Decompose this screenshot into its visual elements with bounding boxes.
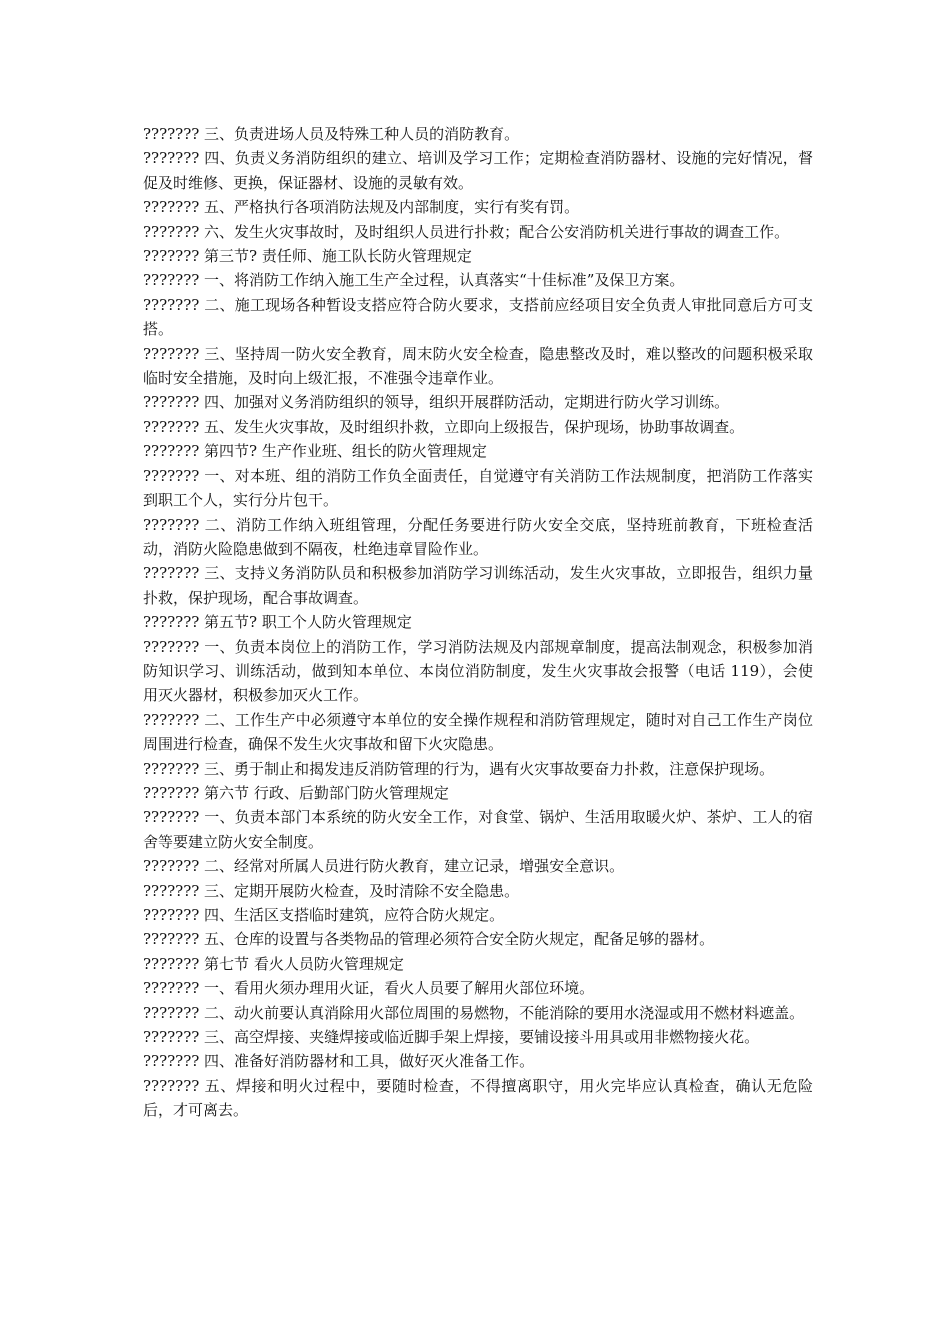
paragraph-30: ??????? 五、焊接和明火过程中，要随时检查，不得擅离职守，用火完毕应认真检查，确认无危险后，才可离去。 [143,1076,813,1120]
paragraph-3: ??????? 五、严格执行各项消防法规及内部制度，实行有奖有罚。 [143,198,580,217]
paragraph-13: ??????? 二、消防工作纳入班组管理，分配任务要进行防火安全交底，坚持班前教育，下班检查活动，消防火险隐患做到不隔夜，杜绝违章冒险作业。 [143,515,813,558]
paragraph-18: ??????? 三、勇于制止和揭发违反消防管理的行为，遇有火灾事故要奋力扑救，注意保护现场。 [143,759,775,778]
paragraph-23: ??????? 四、生活区支搭临时建筑，应符合防火规定。 [143,906,505,924]
paragraph-22: ??????? 三、定期开展防火检查，及时清除不安全隐患。 [143,881,520,900]
section-heading-4: ??????? 第四节? 生产作业班、组长的防火管理规定 [143,442,487,461]
section-heading-5: ??????? 第五节? 职工个人防火管理规定 [143,613,412,632]
paragraph-9: ??????? 四、加强对义务消防组织的领导，组织开展群防活动，定期进行防火学习训练。 [143,393,730,412]
paragraph-14: ??????? 三、支持义务消防队员和积极参加消防学习训练活动，发生火灾事故，立即报告，组织力量扑救，保护现场，配合事故调查。 [143,564,813,607]
paragraph-1: ??????? 三、负责进场人员及特殊工种人员的消防教育。 [143,125,520,143]
paragraph-12: ??????? 一、对本班、组的消防工作负全面责任，自觉遵守有关消防工作法规制度，把消防工作落实到职工个人，实行分片包干。 [143,466,813,510]
section-heading-6: ??????? 第六节 行政、后勤部门防火管理规定 [143,783,449,802]
paragraph-29: ??????? 四、准备好消防器材和工具，做好灭火准备工作。 [143,1052,535,1071]
paragraph-26: ??????? 一、看用火须办理用火证，看火人员要了解用火部位环境。 [143,979,595,998]
section-heading-7: ??????? 第七节 看火人员防火管理规定 [143,954,404,973]
paragraph-20: ??????? 一、负责本部门本系统的防火安全工作，对食堂、锅炉、生活用取暖火炉、茶炉、工人的宿舍等要建立防火安全制度。 [143,808,813,851]
paragraph-24: ??????? 五、仓库的设置与各类物品的管理必须符合安全防火规定，配备足够的器材。 [143,930,715,949]
paragraph-6: ??????? 一、将消防工作纳入施工生产全过程，认真落实“十佳标准”及保卫方案。 [143,271,685,290]
paragraph-7: ??????? 二、施工现场各种暂设支搭应符合防火要求，支搭前应经项目安全负责人审批同意后方可支搭。 [143,295,813,339]
paragraph-10: ??????? 五、发生火灾事故，及时组织扑救，立即向上级报告，保护现场，协助事故调查。 [143,417,745,436]
paragraph-27: ??????? 二、动火前要认真消除用火部位周围的易燃物，不能消除的要用水浇湿或用不燃材料遮盖。 [143,1003,805,1022]
paragraph-8: ??????? 三、坚持周一防火安全教育，周末防火安全检查，隐患整改及时，难以整改的问题积极采取临时安全措施，及时向上级汇报，不准强令违章作业。 [143,344,813,388]
paragraph-17: ??????? 二、工作生产中必须遵守本单位的安全操作规程和消防管理规定，随时对自己工作生产岗位周围进行检查，确保不发生火灾事故和留下火灾隐患。 [143,710,813,754]
paragraph-2: ??????? 四、负责义务消防组织的建立、培训及学习工作；定期检查消防器材、设施的完好情况，督促及时维修、更换，保证器材、设施的灵敏有效。 [143,149,813,192]
paragraph-28: ??????? 三、高空焊接、夹缝焊接或临近脚手架上焊接，要铺设接斗用具或用非燃物接火花。 [143,1028,760,1047]
document-body [143,122,813,1123]
paragraph-21: ??????? 二、经常对所属人员进行防火教育，建立记录，增强安全意识。 [143,857,625,876]
paragraph-16: ??????? 一、负责本岗位上的消防工作，学习消防法规及内部规章制度，提高法制观念，积极参加消防知识学习、训练活动，做到知本单位、本岗位消防制度，发生火灾事故会报警（电话 119），会使用灭火器材，积极参加灭火工作。 [143,637,813,705]
section-heading-3: ??????? 第三节? 责任师、施工队长防火管理规定 [143,247,472,266]
paragraph-4: ??????? 六、发生火灾事故时，及时组织人员进行扑救；配合公安消防机关进行事故的调查工作。 [143,222,790,241]
